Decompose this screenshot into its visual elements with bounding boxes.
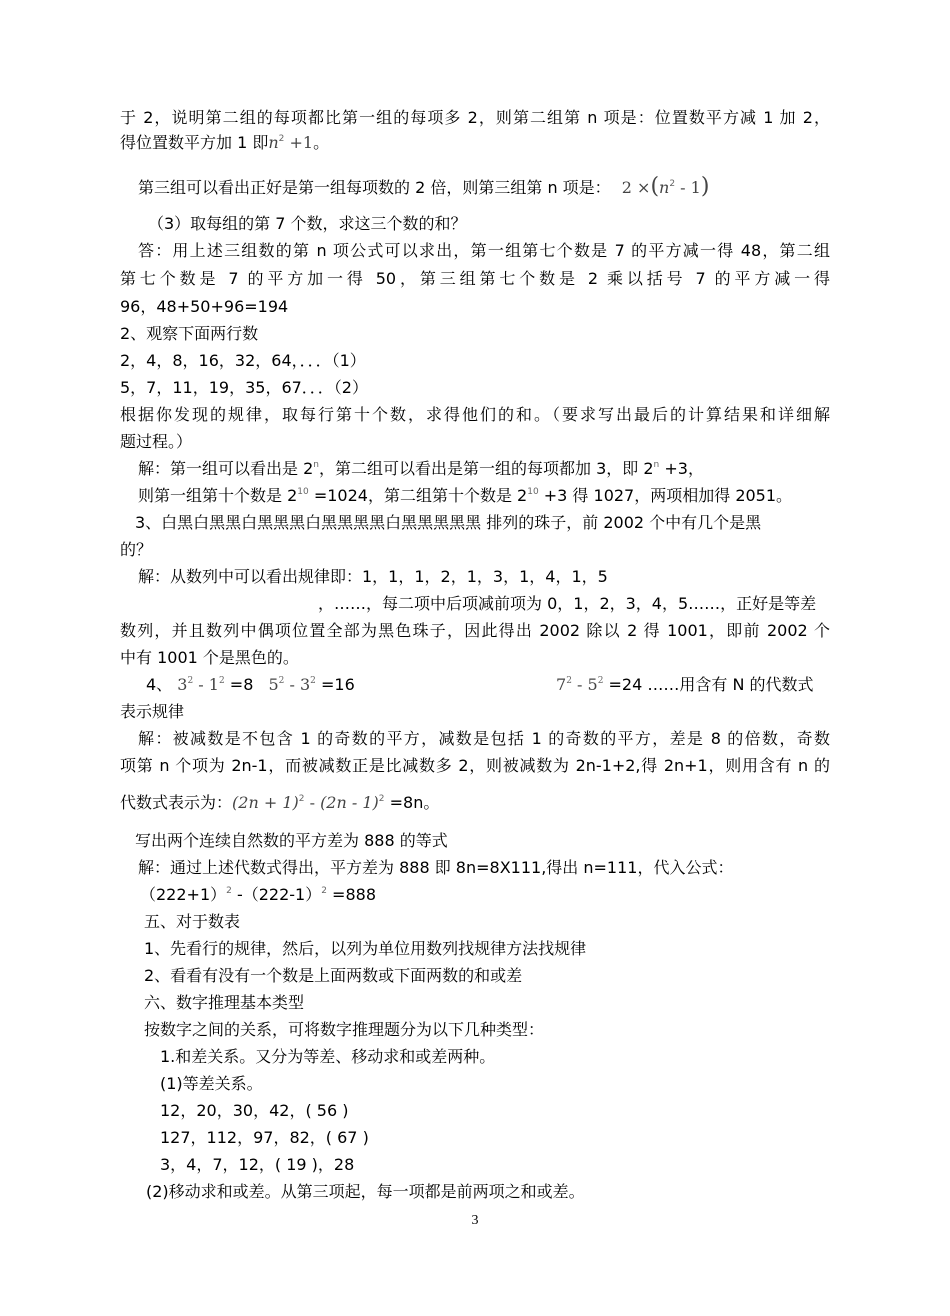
text-span: 4、: [146, 675, 173, 694]
question-line: 写出两个连续自然数的平方差为 888 的等式: [135, 831, 448, 850]
text-line: 1.和差关系。又分为等差、移动求和或差两种。: [160, 1047, 496, 1066]
text-line: 中有 1001 个是黑色的。: [120, 648, 299, 667]
formula-exponent: 2: [669, 179, 676, 189]
text-line-with-formula: [138, 176, 709, 198]
text-line: 的？: [120, 540, 153, 559]
text-span: 第三组可以看出正好是第一组每项数的 2 倍，则第三组第 n 项是：: [138, 178, 611, 197]
text-line-with-formula: [120, 132, 329, 154]
text-span: +3，: [659, 459, 704, 478]
text-span: 则第一组第十个数是 2: [138, 486, 298, 505]
text-line: 解：通过上述代数式得出，平方差为 888 即 8n=8X111,得出 n=111，代入公式：: [138, 858, 734, 877]
formula-exponent: 2: [321, 886, 327, 896]
sequence-line: 127，112，97，82，( 67 ): [160, 1128, 369, 1147]
text-span: =8: [224, 675, 254, 694]
formula: (2n - 1): [320, 793, 379, 812]
text-line: 答：用上述三组数的第 n 项公式可以求出，第一组第七个数是 7 的平方减一得 48，第二组: [138, 241, 830, 260]
text-line: 2、看看有没有一个数是上面两数或下面两数的和或差: [144, 966, 523, 985]
formula-exponent: 2: [298, 794, 305, 804]
text-span: ，第二组可以看出是第一组的每项都加 3，即 2: [319, 459, 654, 478]
text-span: 得位置数平方加 1 即: [120, 133, 269, 152]
formula-exponent: n: [313, 460, 319, 470]
formula: (2n + 1): [232, 793, 299, 812]
text-line: (1)等差关系。: [160, 1074, 263, 1093]
formula-tail: - 1: [675, 178, 701, 197]
text-line: 题过程。）: [120, 432, 193, 451]
text-span: 。: [313, 133, 330, 152]
formula-operator: -: [304, 793, 321, 812]
text-span: -（222-1）: [231, 885, 322, 904]
formula-paren-open: (: [650, 174, 660, 199]
formula-tail: +1: [284, 133, 314, 152]
formula: $7^2 - 5^2$: [556, 675, 604, 694]
text-line-with-formula: [120, 792, 439, 814]
text-line: ，……，每二项中后项减前项为 0，1，2，3，4，5……，正好是等差: [318, 594, 817, 613]
text-line: (2)移动求和或差。从第三项起，每一项都是前两项之和或差。: [146, 1182, 585, 1201]
text-line: 第七个数是 7 的平方加一得 50，第三组第七个数是 2 乘以括号 7 的平方减一得: [120, 269, 830, 288]
text-line: 项第 n 个项为 2n-1，而被减数正是比减数多 2，则被减数为 2n-1+2,得 2n+1，则用含有 n 的: [120, 756, 830, 775]
formula-exponent: 10: [527, 487, 539, 497]
text-line-with-formula: [146, 674, 830, 696]
text-span: 代数式表示为：: [120, 793, 233, 812]
text-line: 数列，并且数列中偶项位置全部为黑色珠子，因此得出 2002 除以 2 得 1001，即前 2002 个: [120, 621, 830, 640]
text-span: 解：第一组可以看出是 2: [138, 459, 314, 478]
text-span: +3 得 1027，两项相加得 2051。: [538, 486, 793, 505]
section-heading: 六、数字推理基本类型: [144, 993, 305, 1012]
text-line: 表示规律: [120, 702, 185, 721]
formula-paren-close: ): [700, 174, 710, 199]
text-line: 解：被减数是不包含 1 的奇数的平方，减数是包括 1 的奇数的平方，差是 8 的倍数，奇数: [138, 729, 830, 748]
formula-prefix: 2 ×: [621, 178, 651, 197]
formula-exponent: 2: [278, 134, 285, 144]
section-heading: 2、观察下面两行数: [120, 324, 259, 343]
formula-exponent: 2: [378, 794, 385, 804]
formula: $3^2 - 1^2$: [177, 675, 225, 694]
formula-group: [556, 674, 814, 696]
text-line: 1、先看行的规律，然后，以列为单位用数列找规律方法找规律: [144, 939, 587, 958]
text-span: =16: [315, 675, 355, 694]
section-heading: 五、对于数表: [144, 912, 241, 931]
text-span: =888: [326, 885, 376, 904]
text-span: =24 ……用含有 N 的代数式: [603, 675, 814, 694]
text-line-with-formula: [140, 884, 376, 906]
question-line: （3）取每组的第 7 个数，求这三个数的和？: [148, 214, 467, 233]
text-span: =1024，第二组第十个数是 2: [308, 486, 528, 505]
section-heading: 3、白黑白黑黑白黑黑黑白黑黑黑黑白黑黑黑黑黑 排列的珠子，前 2002 个中有几个是黑: [135, 513, 762, 532]
sequence-line: 2，4，8，16，32，64，．．．（1）: [120, 351, 366, 370]
text-line: 96，48+50+96=194: [120, 297, 289, 316]
text-line-with-formula: [138, 485, 792, 507]
text-line: 按数字之间的关系，可将数字推理题分为以下几种类型：: [144, 1020, 545, 1039]
formula-base: n: [659, 178, 670, 197]
formula-exponent: 10: [297, 487, 309, 497]
text-span: =8n。: [384, 793, 440, 812]
sequence-line: 12，20，30，42，( 56 ): [160, 1101, 349, 1120]
formula: $5^2 - 3^2$: [268, 675, 316, 694]
formula-exponent: n: [653, 460, 660, 470]
text-line: 解：从数列中可以看出规律即：1，1，1，2，1，3，1，4，1，5: [138, 567, 608, 586]
text-span: （222+1）: [140, 885, 227, 904]
page-number: 3: [471, 1213, 479, 1228]
text-line: 根据你发现的规律，取每行第十个数，求得他们的和。（要求写出最后的计算结果和详细解: [120, 405, 830, 424]
sequence-line: 5，7，11，19，35，67．．．（2）: [120, 378, 368, 397]
formula-base: n: [268, 133, 279, 152]
sequence-line: 3，4，7，12，( 19 )，28: [160, 1155, 355, 1174]
formula-exponent: 2: [226, 886, 232, 896]
text-line-with-formula: [138, 458, 704, 480]
text-line: 于 2，说明第二组的每项都比第一组的每项多 2，则第二组第 n 项是：位置数平方减 1 加 2，: [120, 108, 830, 127]
